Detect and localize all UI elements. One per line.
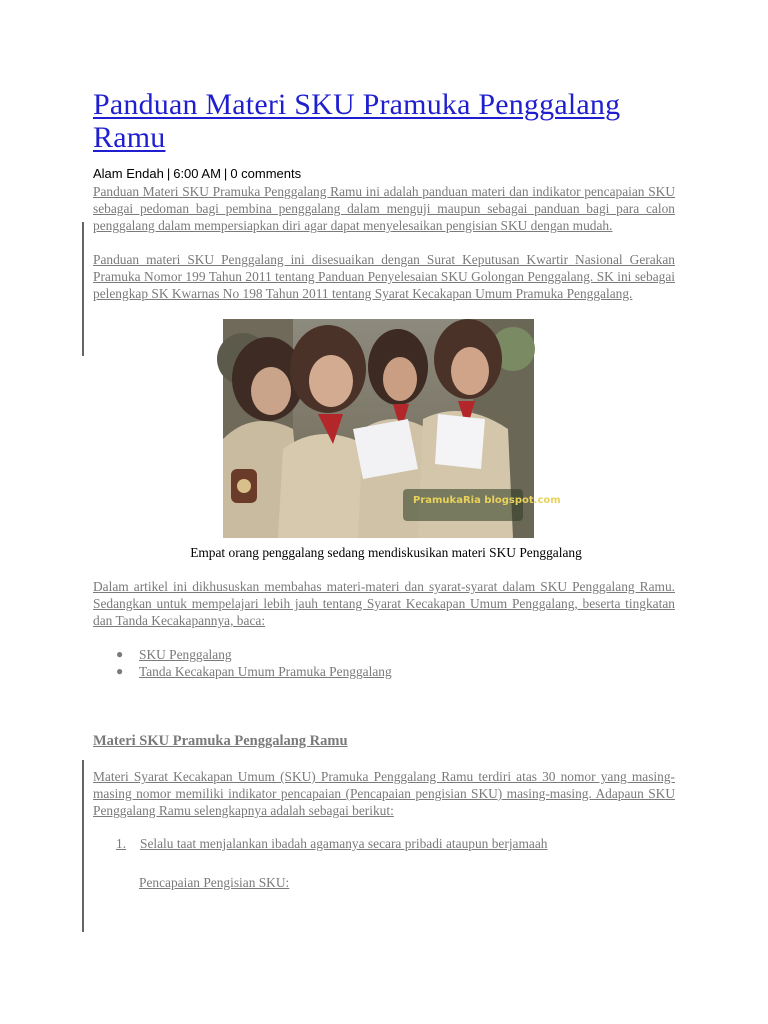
paragraph-intro-1: Panduan Materi SKU Pramuka Penggalang Ramu ini adalah panduan materi dan indikator pencapaian SKU sebagai pedoman bagi pembina penggalang dalam menguji maupun sebagai panduan bagi para calon penggalang dalam mempersiapkan diri agar dapat menyelesaikan pengisian SKU dengan mudah.	[93, 184, 675, 233]
post-author[interactable]: Alam Endah	[93, 166, 164, 181]
post-meta	[93, 166, 675, 182]
section-heading: Materi SKU Pramuka Penggalang Ramu	[93, 733, 348, 749]
article-photo	[223, 319, 561, 538]
post-time: 6:00 AM	[173, 166, 221, 181]
bullet-icon: ●	[116, 647, 124, 661]
item-number: 1.	[116, 836, 127, 851]
scouts-photo	[223, 319, 561, 538]
item-text: Selalu taat menjalankan ibadah agamanya secara pribadi ataupun berjamaah	[140, 836, 548, 851]
link-tanda-kecakapan[interactable]: Tanda Kecakapan Umum Pramuka Penggalang	[139, 664, 392, 679]
bullet-icon: ●	[116, 664, 124, 678]
paragraph-intro-3: Dalam artikel ini dikhususkan membahas materi-materi dan syarat-syarat dalam SKU Penggalang Ramu. Sedangkan untuk mempelajari lebih jauh tentang Syarat Kecakapan Umum Penggalang, beserta tingkatan dan Tanda Kecakapannya, baca:	[93, 579, 675, 628]
left-margin-bar	[82, 760, 84, 932]
list-item	[93, 646, 675, 663]
photo-watermark: PramukaRia blogspot.com	[412, 495, 561, 506]
paragraph-intro-2: Panduan materi SKU Penggalang ini disesuaikan dengan Surat Keputusan Kwartir Nasional Gerakan Pramuka Nomor 199 Tahun 2011 tentang Panduan Penyelesaian SKU Golongan Penggalang. SK ini sebagai pelengkap SK Kwarnas No 198 Tahun 2011 tentang Syarat Kecakapan Umum Pramuka Penggalang.	[93, 252, 675, 301]
related-links	[93, 646, 675, 680]
pencapaian-label: Pencapaian Pengisian SKU:	[139, 875, 290, 890]
section-paragraph: Materi Syarat Kecakapan Umum (SKU) Pramuka Penggalang Ramu terdiri atas 30 nomor yang masing-masing nomor memiliki indikator pencapaian (Pencapaian pengisian SKU) masing-masing. Adapaun SKU Penggalang Ramu selengkapnya adalah sebagai berikut:	[93, 769, 675, 818]
article-title	[93, 88, 675, 154]
article-title-link[interactable]: Panduan Materi SKU Pramuka Penggalang Ramu	[93, 88, 621, 154]
meta-separator: |	[166, 166, 171, 181]
sku-list	[93, 835, 675, 852]
meta-separator: |	[223, 166, 228, 181]
article	[93, 88, 675, 891]
post-comments-link[interactable]: 0 comments	[230, 166, 302, 181]
photo-caption: Empat orang penggalang sedang mendiskusikan materi SKU Penggalang	[190, 545, 582, 560]
link-sku-penggalang[interactable]: SKU Penggalang	[139, 647, 232, 662]
left-margin-bar	[82, 222, 84, 356]
list-item	[93, 663, 675, 680]
list-item	[93, 835, 675, 852]
